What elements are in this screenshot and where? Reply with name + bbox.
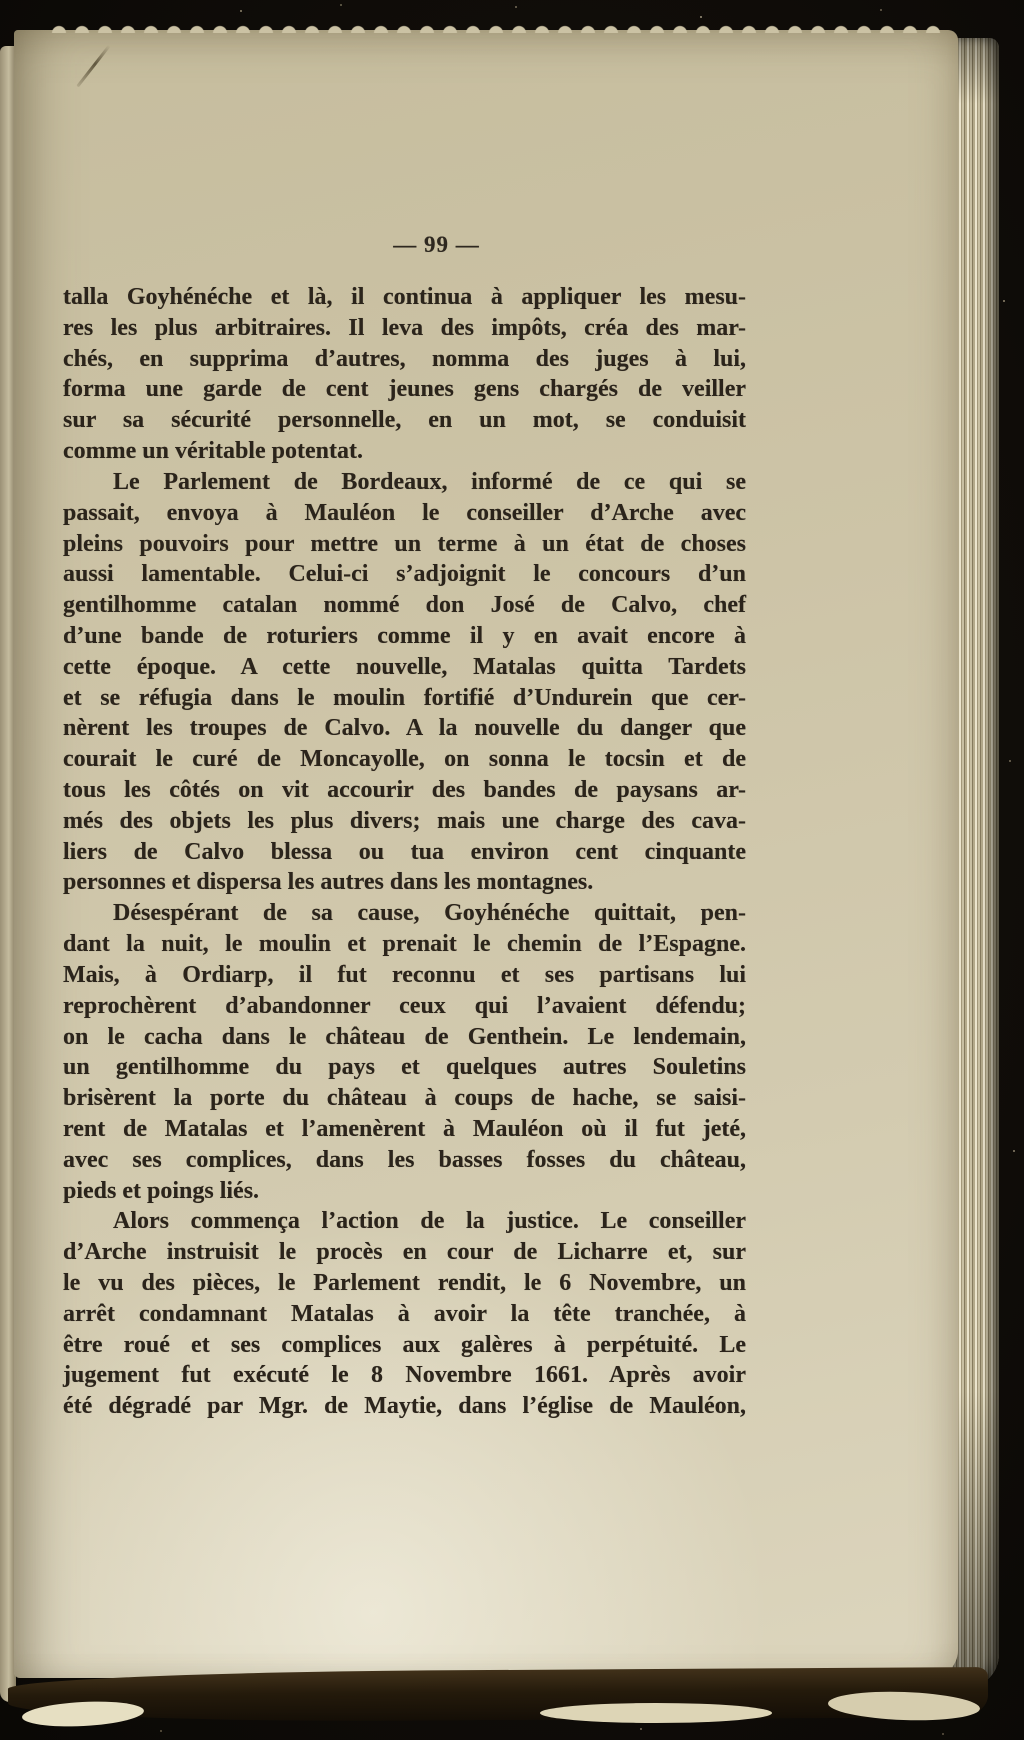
text-line: sur sa sécurité personnelle, en un mot, se conduisit: [63, 407, 746, 434]
text-line: Désespérant de sa cause, Goyhénéche quittait, pen-: [113, 900, 746, 927]
text-line: pieds et poings liés.: [63, 1177, 260, 1204]
deckle-fiber: [540, 1703, 772, 1723]
text-line: pleins pouvoirs pour mettre un terme à un état de choses: [63, 530, 746, 557]
text-line: talla Goyhénéche et là, il continua à appliquer les mesu-: [63, 284, 746, 310]
text-line: Mais, à Ordiarp, il fut reconnu et ses partisans lui: [63, 961, 746, 988]
text-line: nèrent les troupes de Calvo. A la nouvelle du danger que: [63, 715, 746, 742]
text-line: courait le curé de Moncayolle, on sonna le tocsin et de: [63, 746, 746, 773]
text-line: reprochèrent d’abandonner ceux qui l’avaient défendu;: [63, 992, 746, 1019]
text-block: [63, 282, 746, 1422]
text-line: été dégradé par Mgr. de Maytie, dans l’église de Mauléon,: [63, 1393, 746, 1420]
text-line: d’Arche instruisit le procès en cour de Licharre et, sur: [63, 1239, 746, 1266]
text-line: le vu des pièces, le Parlement rendit, le 6 Novembre, un: [63, 1270, 746, 1296]
text-line: aussi lamentable. Celui-ci s’adjoignit le concours d’un: [63, 561, 746, 588]
text-line: être roué et ses complices aux galères à perpétuité. Le: [63, 1331, 746, 1358]
text-line: chés, en supprima d’autres, nomma des juges à lui,: [63, 345, 746, 372]
text-line: Le Parlement de Bordeaux, informé de ce qui se: [113, 468, 746, 495]
text-line: Alors commença l’action de la justice. Le conseiller: [113, 1208, 746, 1235]
dust-specks: [0, 0, 2, 2]
text-line: liers de Calvo blessa ou tua environ cent cinquante: [63, 838, 746, 865]
text-line: dant la nuit, le moulin et prenait le chemin de l’Espagne.: [63, 931, 746, 958]
text-line: rent de Matalas et l’amenèrent à Mauléon où il fut jeté,: [63, 1115, 746, 1142]
text-line: personnes et dispersa les autres dans les montagnes.: [63, 869, 594, 896]
text-line: arrêt condamnant Matalas à avoir la tête tranchée, à: [63, 1300, 746, 1327]
text-line: tous les côtés on vit accourir des bandes de paysans ar-: [63, 777, 746, 803]
text-line: forma une garde de cent jeunes gens chargés de veiller: [63, 376, 746, 403]
text-line: brisèrent la porte du château à coups de hache, se saisi-: [63, 1085, 746, 1112]
text-line: jugement fut exécuté le 8 Novembre 1661. Après avoir: [63, 1362, 746, 1389]
text-line: on le cacha dans le château de Genthein. Le lendemain,: [63, 1023, 746, 1050]
page-number: — 99 —: [393, 232, 480, 257]
book-page: [14, 30, 958, 1678]
text-line: gentilhomme catalan nommé don José de Calvo, chef: [63, 592, 746, 619]
corner-crease: [76, 45, 110, 88]
text-line: comme un véritable potentat.: [63, 438, 363, 465]
text-line: més des objets les plus divers; mais une charge des cava-: [63, 807, 746, 834]
text-line: d’une bande de roturiers comme il y en avait encore à: [63, 622, 746, 649]
text-line: un gentilhomme du pays et quelques autres Souletins: [63, 1054, 746, 1081]
text-line: avec ses complices, dans les basses fosses du château,: [63, 1146, 746, 1173]
text-line: cette époque. A cette nouvelle, Matalas quitta Tardets: [63, 653, 746, 680]
text-line: passait, envoya à Mauléon le conseiller d’Arche avec: [63, 499, 746, 526]
text-line: res les plus arbitraires. Il leva des impôts, créa des mar-: [63, 314, 746, 341]
text-line: et se réfugia dans le moulin fortifié d’Undurein que cer-: [63, 684, 746, 711]
